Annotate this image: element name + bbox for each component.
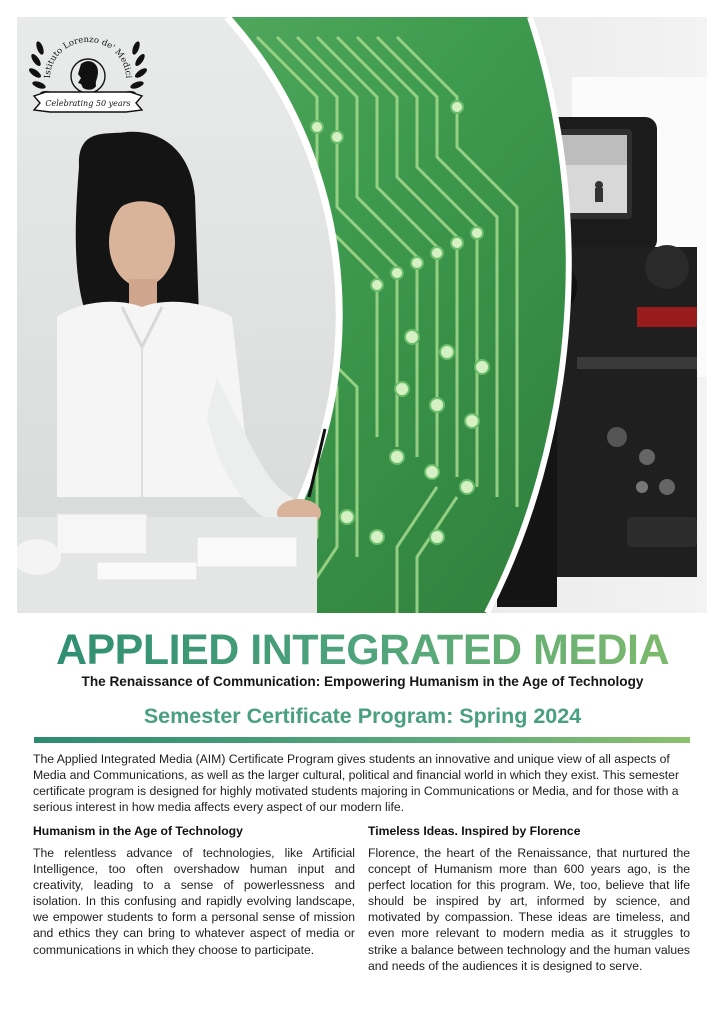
logo-ribbon-text: Celebrating 50 years [45,99,131,108]
section-timeless-ideas [368,824,690,974]
page-title: APPLIED INTEGRATED MEDIA [0,626,725,674]
program-title: Semester Certificate Program: Spring 2024 [143,704,582,728]
section-divider [34,737,690,743]
section-heading: Humanism in the Age of Technology [33,824,243,838]
section-body: The relentless advance of technologies, like Artificial Intelligence, too often overshadow human input and creativity, leading to a sense of powerlessness and isolation. In this confusing and rapidly evolving landscape, we empower students to form a personal sense of mission and ethics they can bring to whatever aspect of media or communications in which they choose to participate. [33,846,355,957]
institute-logo [26,28,150,124]
section-heading: Timeless Ideas. Inspired by Florence [368,824,581,838]
profile-head-icon [71,59,105,93]
logo-institute-name: Istituto Lorenzo de' Medici [42,34,134,79]
page-subtitle: The Renaissance of Communication: Empowering Humanism in the Age of Technology [81,674,644,689]
section-body: Florence, the heart of the Renaissance, that nurtured the concept of Humanism more than 600 years ago, is the perfect location for this program. We, too, believe that life should be inspired by art, informed by science, and motivated by compassion. These ideas are timeless, and even more relevant to modern media as it struggles to strike a balance between technology and the human values and needs of the audiences it is designed to serve. [368,846,690,973]
section-humanism [33,824,355,958]
intro-paragraph: The Applied Integrated Media (AIM) Certificate Program gives students an innovative and unique view of all aspects of Media and Communications, as well as the larger cultural, political and financial world in which they exist. This semester certificate program is designed for highly motivated students majoring in Communications or Media, and for those with a serious interest in how media affects every aspect of our modern life. [33,752,680,814]
